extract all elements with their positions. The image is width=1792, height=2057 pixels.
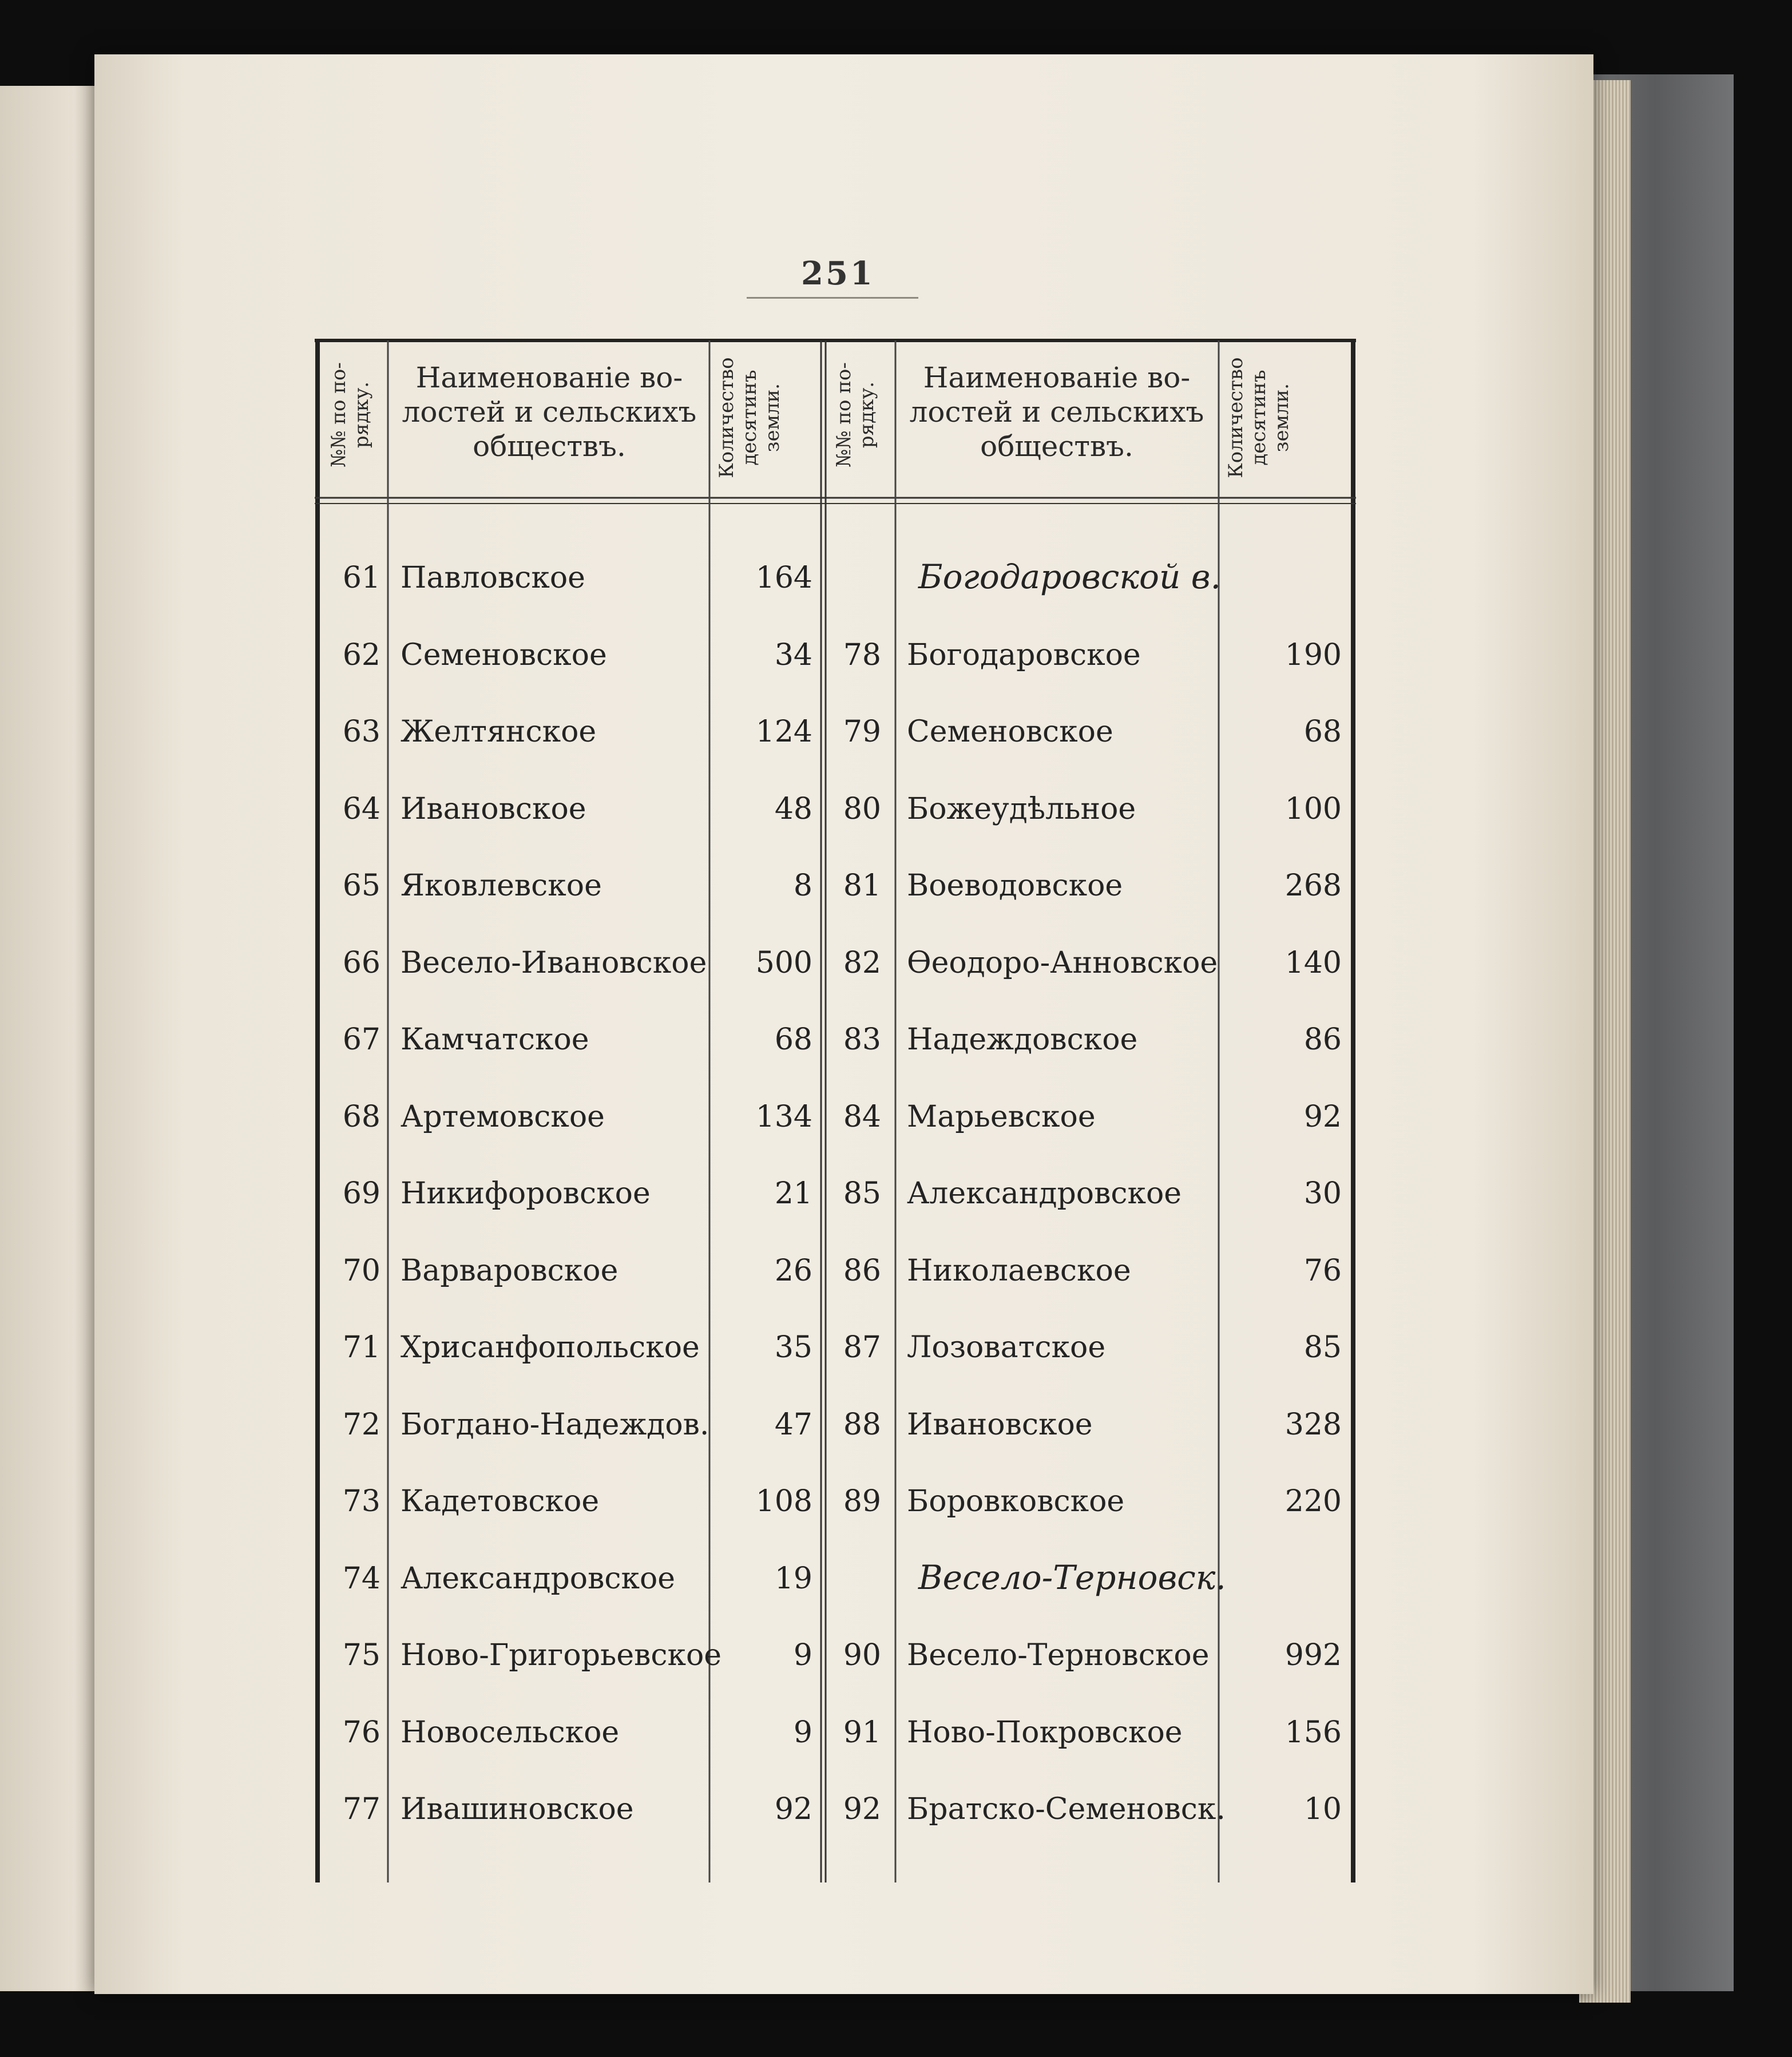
left_column-dessiatines: 92 [774, 1792, 812, 1826]
left_column-row-number: 71 [342, 1330, 380, 1365]
left_column-dessiatines: 47 [774, 1407, 812, 1442]
left_column-row-number: 62 [342, 637, 380, 672]
right_column-section-heading: Весело-Терновск. [918, 1557, 1226, 1597]
right_column-row-number: 88 [843, 1407, 881, 1442]
right_column-society-name: Семеновское [907, 715, 1113, 749]
left_column-row-number: 76 [342, 1715, 380, 1750]
right_column-row-number: 79 [843, 715, 881, 749]
left_column-society-name: Хрисанфопольское [401, 1330, 700, 1365]
right_column-society-name: Братско-Семеновск. [907, 1792, 1226, 1826]
right_column-dessiatines: 92 [1303, 1099, 1342, 1134]
right_column-row-number: 78 [843, 637, 881, 672]
right_column-row-number: 92 [843, 1792, 881, 1826]
left_column-dessiatines: 8 [793, 869, 812, 903]
right_column-society-name: Ново-Покровское [907, 1715, 1183, 1750]
left_column-row-number: 77 [342, 1792, 380, 1826]
left_column-society-name: Ивашиновское [401, 1792, 634, 1826]
right_column-row-number: 82 [843, 945, 881, 980]
header-row-no-right: №№ по по- рядку. [832, 362, 878, 467]
right_column-society-name: Воеводовское [907, 869, 1123, 903]
right_column-dessiatines: 100 [1284, 791, 1342, 826]
right_column-dessiatines: 85 [1303, 1330, 1342, 1365]
left_column-row-number: 63 [342, 715, 380, 749]
right_column-society-name: Боровковское [907, 1484, 1125, 1519]
left_column-dessiatines: 108 [755, 1484, 812, 1519]
left_column-society-name: Яковлевское [401, 869, 602, 903]
right_column-dessiatines: 220 [1284, 1484, 1342, 1519]
left_column-row-number: 67 [342, 1022, 380, 1057]
right_column-dessiatines: 328 [1284, 1407, 1342, 1442]
left_column-society-name: Семеновское [401, 637, 607, 672]
left_column-row-number: 69 [342, 1176, 380, 1211]
left_column-row-number: 68 [342, 1099, 380, 1134]
header-dessiatines-left: Количество десятинъ земли. [715, 357, 784, 478]
left_column-row-number: 61 [342, 561, 380, 595]
right_column-society-name: Надеждовское [907, 1022, 1138, 1057]
right_column-dessiatines: 68 [1303, 715, 1342, 749]
left_column-society-name: Новосельское [401, 1715, 620, 1750]
left_column-society-name: Артемовское [401, 1099, 605, 1134]
right_column-society-name: Ѳеодоро-Анновское [907, 945, 1218, 980]
left_column-dessiatines: 19 [774, 1561, 812, 1596]
right_column-row-number: 84 [843, 1099, 881, 1134]
right_column-dessiatines: 76 [1303, 1253, 1342, 1288]
left_column-dessiatines: 164 [755, 561, 812, 595]
right_column-society-name: Весело-Терновское [907, 1638, 1210, 1672]
left_column-society-name: Павловское [401, 561, 585, 595]
left_column-dessiatines: 48 [774, 791, 812, 826]
left_column-dessiatines: 34 [774, 637, 812, 672]
left_column-society-name: Ивановское [401, 791, 586, 826]
left_column-row-number: 65 [342, 869, 380, 903]
right_column-row-number: 85 [843, 1176, 881, 1211]
left_column-row-number: 70 [342, 1253, 380, 1288]
right_column-row-number: 89 [843, 1484, 881, 1519]
right_column-row-number: 83 [843, 1022, 881, 1057]
left_column-row-number: 75 [342, 1638, 380, 1672]
page-number: 251 [801, 255, 875, 292]
left_column-dessiatines: 68 [774, 1022, 812, 1057]
left_column-society-name: Весело-Ивановское [401, 945, 707, 980]
right_column-society-name: Александровское [907, 1176, 1182, 1211]
right_column-society-name: Богодаровское [907, 637, 1141, 672]
right_column-society-name: Лозоватское [907, 1330, 1106, 1365]
right_column-dessiatines: 992 [1284, 1638, 1342, 1672]
left_column-society-name: Ново-Григорьевское [401, 1638, 722, 1672]
left_column-dessiatines: 9 [793, 1715, 812, 1750]
left-page-edge [0, 86, 106, 1991]
left_column-row-number: 72 [342, 1407, 380, 1442]
left_column-dessiatines: 21 [774, 1176, 812, 1211]
right_column-row-number: 80 [843, 791, 881, 826]
right_column-dessiatines: 156 [1284, 1715, 1342, 1750]
left_column-row-number: 66 [342, 945, 380, 980]
left_column-dessiatines: 134 [755, 1099, 812, 1134]
right_column-dessiatines: 30 [1303, 1176, 1342, 1211]
left_column-society-name: Варваровское [401, 1253, 619, 1288]
right_column-society-name: Ивановское [907, 1407, 1093, 1442]
left_column-dessiatines: 500 [755, 945, 812, 980]
right_column-dessiatines: 190 [1284, 637, 1342, 672]
header-name-left: Наименованіе во- лостей и сельскихъ обществъ. [402, 361, 697, 463]
left_column-society-name: Желтянское [401, 715, 597, 749]
header-dessiatines-right: Количество десятинъ земли. [1224, 357, 1293, 478]
header-name-right: Наименованіе во- лостей и сельскихъ обществъ. [909, 361, 1204, 463]
right_column-society-name: Божеудѣльное [907, 791, 1136, 826]
right_column-row-number: 87 [843, 1330, 881, 1365]
header-row-no-left: №№ по по- рядку. [327, 362, 373, 467]
left_column-row-number: 73 [342, 1484, 380, 1519]
right_column-society-name: Марьевское [907, 1099, 1096, 1134]
left_column-row-number: 74 [342, 1561, 380, 1596]
left_column-dessiatines: 35 [774, 1330, 812, 1365]
left_column-society-name: Богдано-Надеждов. [401, 1407, 709, 1442]
left_column-dessiatines: 124 [755, 715, 812, 749]
right_column-society-name: Николаевское [907, 1253, 1131, 1288]
land-table [315, 338, 1356, 1882]
left_column-dessiatines: 26 [774, 1253, 812, 1288]
right_column-dessiatines: 268 [1284, 869, 1342, 903]
right_column-dessiatines: 86 [1303, 1022, 1342, 1057]
right_column-row-number: 90 [843, 1638, 881, 1672]
left_column-society-name: Камчатское [401, 1022, 589, 1057]
right_column-row-number: 81 [843, 869, 881, 903]
left_column-dessiatines: 9 [793, 1638, 812, 1672]
right_column-row-number: 86 [843, 1253, 881, 1288]
book-page [94, 54, 1593, 1994]
right_column-section-heading: Богодаровской в. [918, 557, 1221, 596]
right_column-row-number: 91 [843, 1715, 881, 1750]
right_column-dessiatines: 10 [1303, 1792, 1342, 1826]
right_column-dessiatines: 140 [1284, 945, 1342, 980]
left_column-society-name: Кадетовское [401, 1484, 600, 1519]
left_column-row-number: 64 [342, 791, 380, 826]
left_column-society-name: Александровское [401, 1561, 676, 1596]
page-number-rule [747, 297, 918, 299]
left_column-society-name: Никифоровское [401, 1176, 651, 1211]
